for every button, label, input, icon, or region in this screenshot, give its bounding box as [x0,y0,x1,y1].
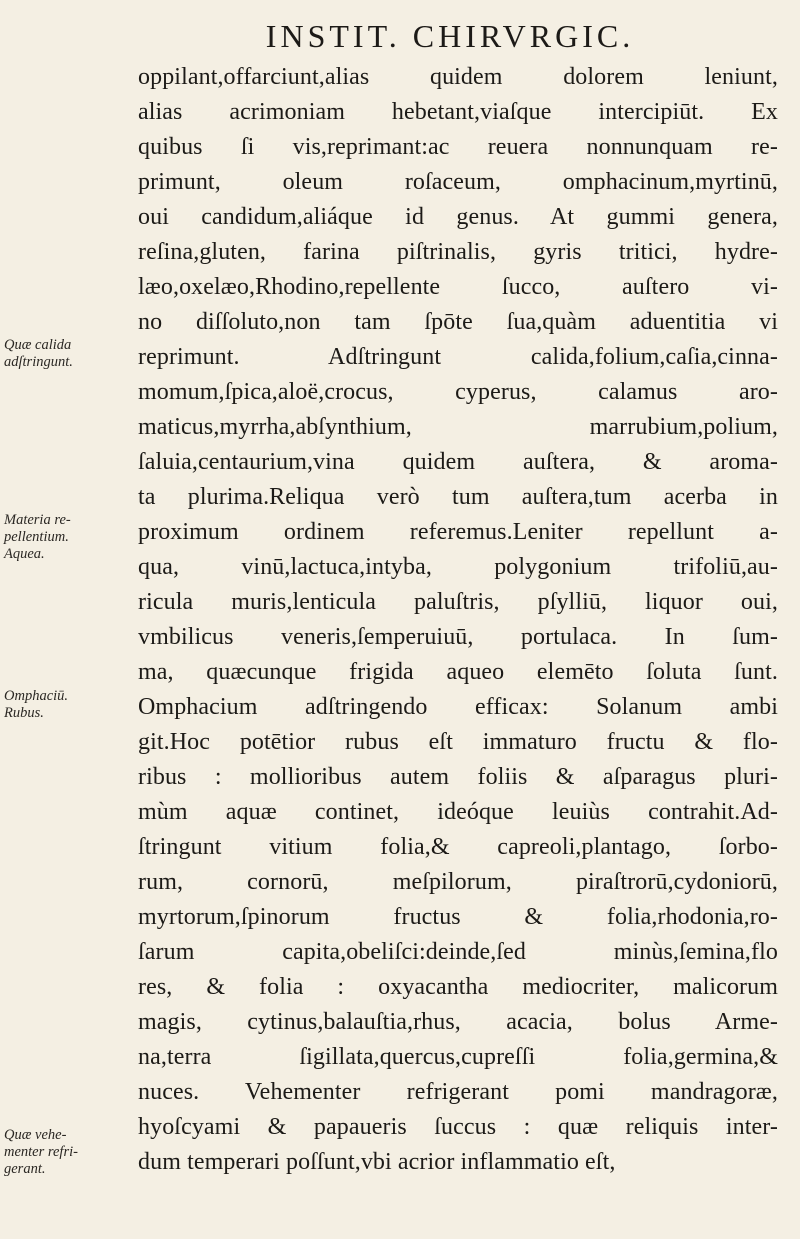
text-line: magis, cytinus,balauſtia,rhus, acacia, bolus Arme- [138,1009,778,1035]
marginal-note-line: Quæ calida [4,337,72,353]
text-line: quibus ſi vis,reprimant:ac reuera nonnunquam re- [138,134,778,160]
text-line: ſtringunt vitium folia,& capreoli,plantago, ſorbo- [138,834,778,860]
text-line: ſaluia,centaurium,vina quidem auſtera, & aroma- [138,449,778,475]
text-line: nuces. Vehementer refrigerant pomi mandragoræ, [138,1079,778,1105]
text-line: ta plurima.Reliqua verò tum auſtera,tum acerba in [138,484,778,510]
text-line: læo,oxelæo,Rhodino,repellente ſucco, auſtero vi- [138,274,778,300]
text-line: reſina,gluten, farina piſtrinalis, gyris tritici, hydre- [138,239,778,265]
text-line: rum, cornorū, meſpilorum, piraſtrorū,cydoniorū, [138,869,778,895]
text-line: res, & folia : oxyacantha mediocriter, malicorum [138,974,778,1000]
marginal-note-calida [4,337,134,371]
text-line: alias acrimoniam hebetant,viaſque intercipiūt. Ex [138,99,778,125]
marginal-note-line: menter refri- [4,1144,78,1160]
marginal-note-line: adſtringunt. [4,354,73,370]
text-line: momum,ſpica,aloë,crocus, cyperus, calamus aro- [138,379,778,405]
text-line: no diſſoluto,non tam ſpōte ſua,quàm aduentitia vi [138,309,778,335]
text-line: ribus : mollioribus autem foliis & aſparagus pluri- [138,764,778,790]
marginal-note-line: Quæ vehe- [4,1127,67,1143]
text-line: git.Hoc potētior rubus eſt immaturo fructu & flo- [138,729,778,755]
marginal-note-line: pellentium. [4,529,69,545]
marginal-note-line: Materia re- [4,512,71,528]
text-line: maticus,myrrha,abſynthium, marrubium,polium, [138,414,778,440]
marginal-note-materia [4,512,134,563]
text-line: ſarum capita,obeliſci:deinde,ſed minùs,ſemina,flo [138,939,778,965]
text-line: qua, vinū,lactuca,intyba, polygonium trifoliū,au- [138,554,778,580]
text-line: vmbilicus veneris,ſemperuiuū, portulaca. In ſum- [138,624,778,650]
marginal-note-line: Rubus. [4,705,44,721]
text-line: hyoſcyami & papaueris ſuccus : quæ reliquis inter- [138,1114,778,1140]
text-line: mùm aquæ continet, ideóque leuiùs contrahit.Ad- [138,799,778,825]
text-line: myrtorum,ſpinorum fructus & folia,rhodonia,ro- [138,904,778,930]
text-line: reprimunt. Adſtringunt calida,folium,caſia,cinna- [138,344,778,370]
text-line: oui candidum,aliáque id genus. At gummi genera, [138,204,778,230]
text-line: primunt, oleum roſaceum, omphacinum,myrtinū, [138,169,778,195]
text-line: na,terra ſigillata,quercus,cupreſſi folia,germina,& [138,1044,778,1070]
marginal-note-refrigerant [4,1127,134,1178]
main-text-block [138,60,778,1180]
text-line: oppilant,offarciunt,alias quidem dolorem leniunt, [138,64,778,90]
marginal-note-line: gerant. [4,1161,46,1177]
text-line: proximum ordinem referemus.Leniter repellunt a- [138,519,778,545]
marginal-note-omphacium [4,688,134,722]
text-line: dum temperari poſſunt,vbi acrior inflammatio eſt, [138,1149,616,1175]
text-line: Omphacium adſtringendo efficax: Solanum ambi [138,694,778,720]
text-line: ricula muris,lenticula paluſtris, pſylliū, liquor oui, [138,589,778,615]
marginal-note-line: Omphaciū. [4,688,69,704]
marginal-note-line: Aquea. [4,546,45,562]
running-head: INSTIT. CHIRVRGIC. [265,18,635,54]
text-line: ma, quæcunque frigida aqueo elemēto ſoluta ſunt. [138,659,778,685]
